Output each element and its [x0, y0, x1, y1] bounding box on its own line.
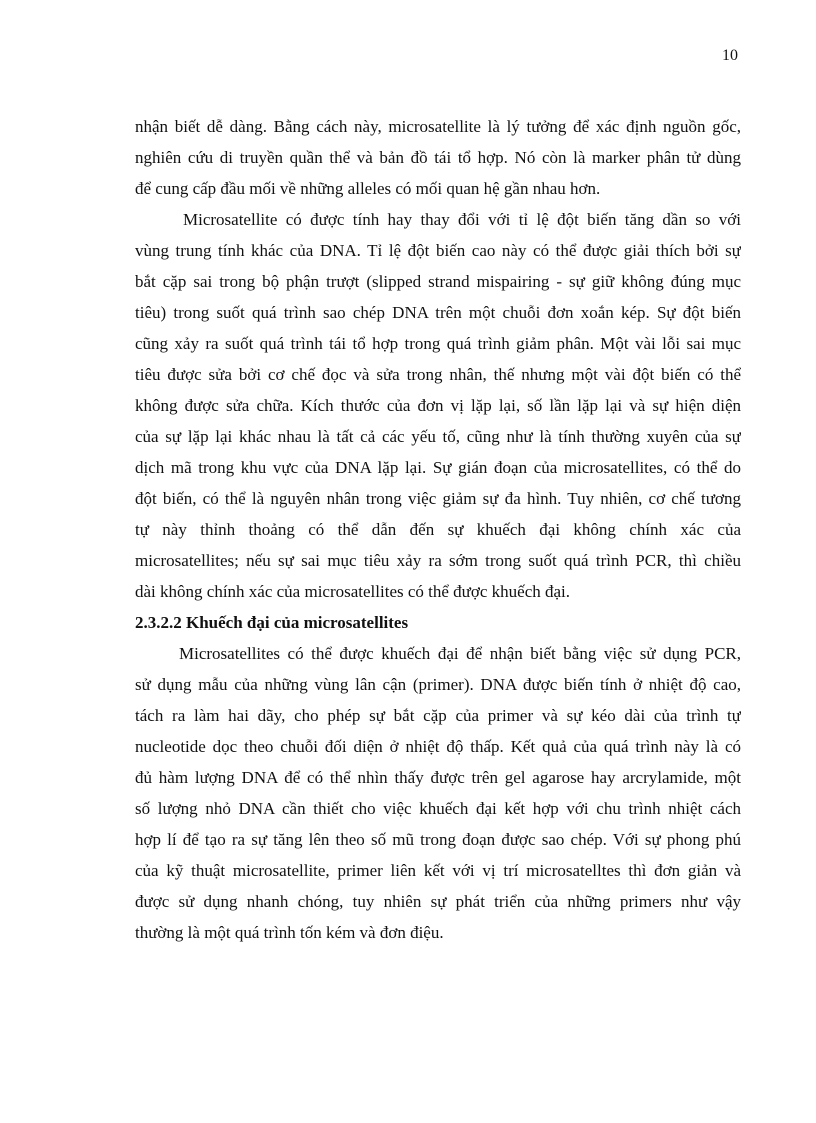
text-line: để cung cấp đầu mối về những alleles có mối quan hệ gần nhau hơn.	[135, 179, 601, 198]
text-line: tự này thỉnh thoảng có thể dẫn đến sự khuếch đại không chính xác của	[135, 520, 741, 539]
paragraph-2	[135, 204, 741, 607]
text-line: đủ hàm lượng DNA để có thể nhìn thấy được trên gel agarose hay arcrylamide, một	[135, 768, 741, 787]
text-line: dịch mã trong khu vực của DNA lặp lại. Sự gián đoạn của microsatellites, có thể do	[135, 458, 741, 477]
text-line: Microsatellites có thể được khuếch đại để nhận biết bằng việc sử dụng PCR,	[179, 644, 741, 663]
document-body	[135, 111, 741, 948]
paragraph-3	[135, 638, 741, 948]
paragraph-1	[135, 111, 741, 204]
text-line: cũng xảy ra suốt quá trình tái tổ hợp trong quá trình giảm phân. Một vài lỗi sai mục	[135, 334, 741, 353]
text-line: của sự lặp lại khác nhau là tất cả các yếu tố, cũng như là tính thường xuyên của sự	[135, 427, 741, 446]
text-line: nucleotide dọc theo chuỗi đối diện ở nhiệt độ thấp. Kết quả của quá trình này là có	[135, 737, 741, 756]
text-line: thường là một quá trình tốn kém và đơn điệu.	[135, 923, 444, 942]
text-line: sử dụng mẫu của những vùng lân cận (primer). DNA được biến tính ở nhiệt độ cao,	[135, 675, 741, 694]
text-line: tiêu được sửa bởi cơ chế đọc và sửa trong nhân, thế nhưng một vài đột biến có thể	[135, 365, 741, 384]
text-line: vùng trung tính khác của DNA. Tỉ lệ đột biến cao này có thể được giải thích bởi sự	[135, 241, 741, 260]
text-line: dài không chính xác của microsatellites có thể được khuếch đại.	[135, 582, 571, 601]
text-line: tách ra làm hai dãy, cho phép sự bắt cặp của primer và sự kéo dài của trình tự	[135, 706, 741, 725]
text-line: hợp lí để tạo ra sự tăng lên theo số mũ trong đoạn được sao chép. Với sự phong phú	[135, 830, 741, 849]
text-line: tiêu) trong suốt quá trình sao chép DNA trên một chuỗi đơn xoắn kép. Sự đột biến	[135, 303, 741, 322]
text-line: Microsatellite có được tính hay thay đổi với tỉ lệ đột biến tăng dần so với	[183, 210, 741, 229]
text-line: của kỹ thuật microsatellite, primer liên kết với vị trí microsatelltes thì đơn giản và	[135, 861, 741, 880]
section-heading: 2.3.2.2 Khuếch đại của microsatellites	[135, 613, 409, 632]
text-line: nghiên cứu di truyền quần thể và bản đồ tái tổ hợp. Nó còn là marker phân tử dùng	[135, 148, 741, 167]
text-line: microsatellites; nếu sự sai mục tiêu xảy ra sớm trong suốt quá trình PCR, thì chiều	[135, 551, 741, 570]
text-line: nhận biết dễ dàng. Bằng cách này, microsatellite là lý tưởng để xác định nguồn gốc,	[135, 117, 741, 136]
text-line: số lượng nhỏ DNA cần thiết cho việc khuếch đại kết hợp với chu trình nhiệt cách	[135, 799, 741, 818]
page-number: 10	[722, 47, 738, 64]
text-line: đột biến, có thể là nguyên nhân trong việc giảm sự đa hình. Tuy nhiên, cơ chế tương	[135, 489, 741, 508]
text-line: không được sửa chữa. Kích thước của đơn vị lặp lại, số lần lặp lại và sự hiện diện	[135, 396, 741, 415]
text-line: được sử dụng nhanh chóng, tuy nhiên sự phát triển của những primers như vậy	[135, 892, 741, 911]
text-line: bắt cặp sai trong bộ phận trượt (slipped strand mispairing - sự giữ không đúng mục	[135, 272, 741, 291]
